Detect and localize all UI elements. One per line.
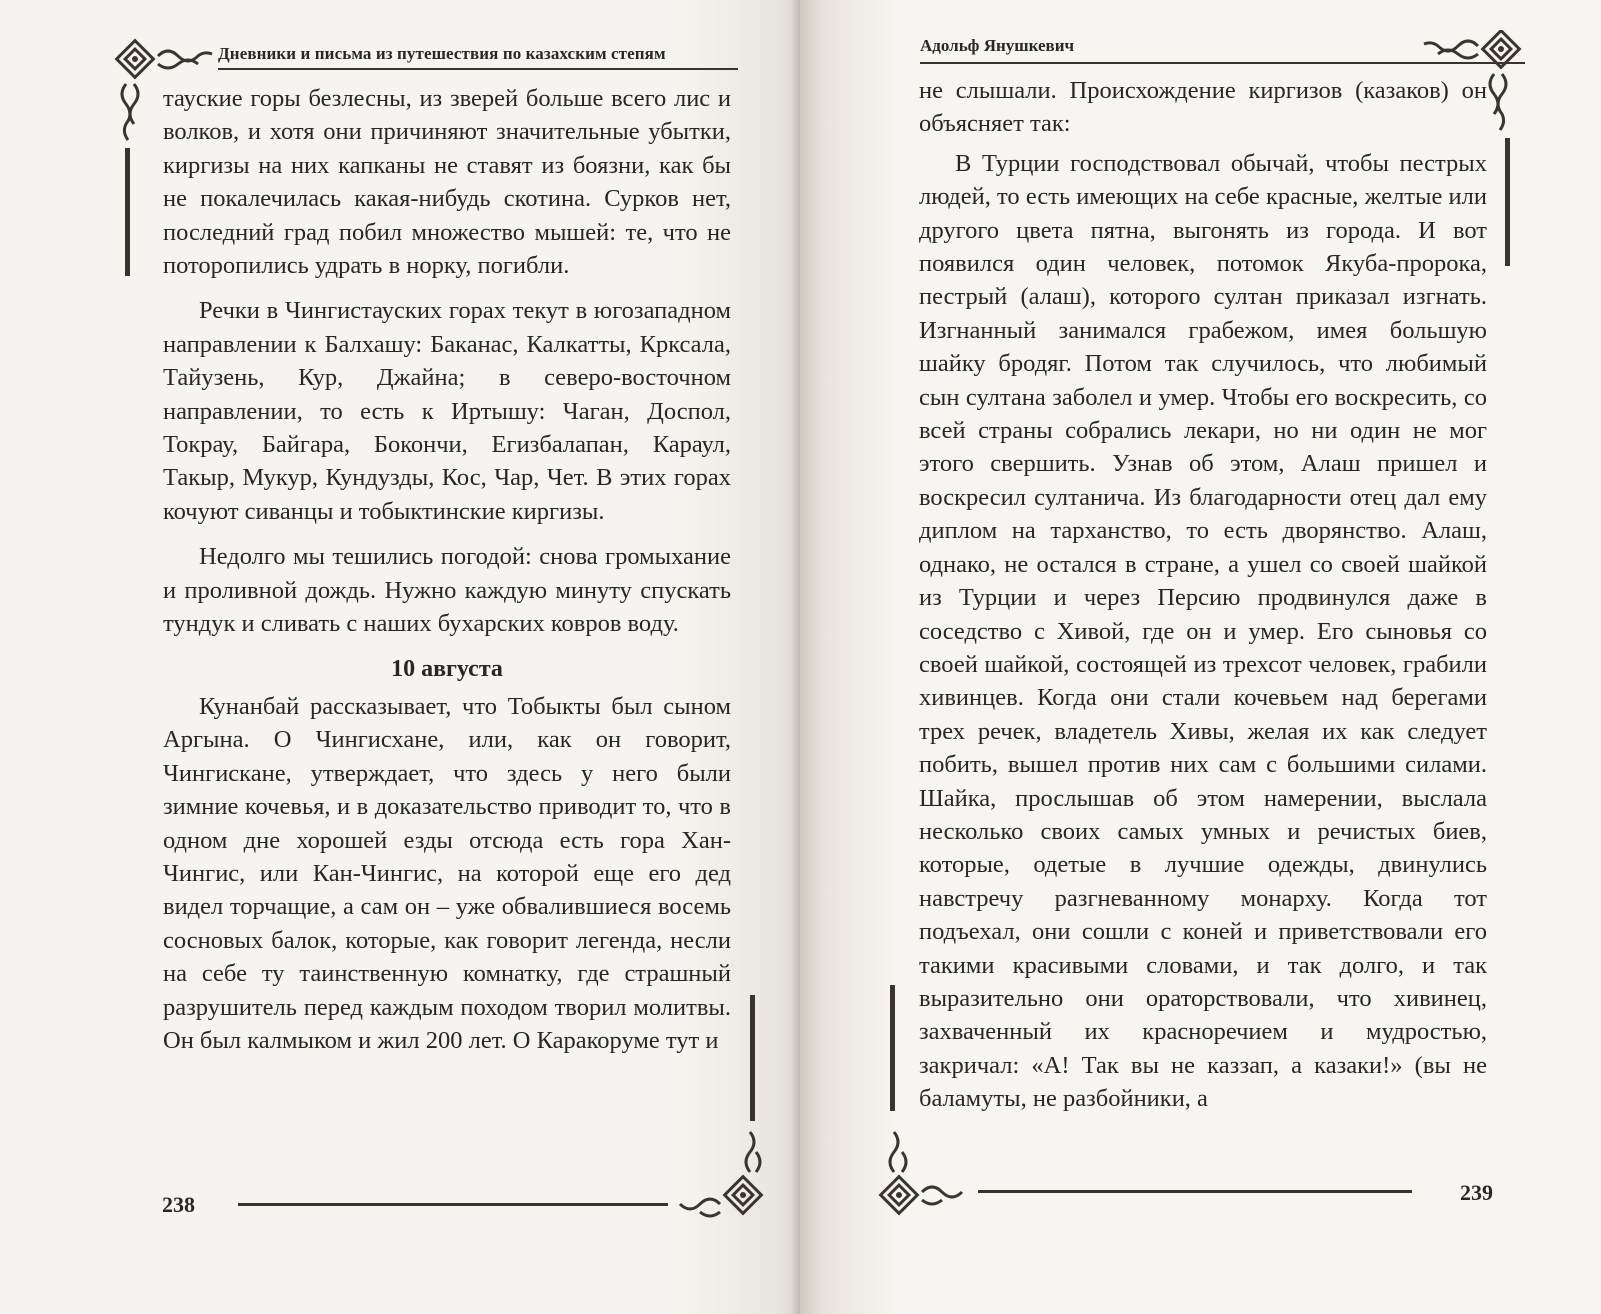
left-margin-bar <box>890 985 895 1111</box>
paragraph: Недолго мы тешились погодой: снова громыхание и проливной дождь. Нужно каждую минуту спускать тундук и сливать с наших бухарских ковров воду. <box>163 543 731 638</box>
right-margin-bar <box>750 995 755 1121</box>
corner-ornament-bottom-right-icon <box>668 1120 778 1230</box>
right-margin-bar <box>1505 138 1510 266</box>
paragraph: В Турции господствовал обычай, чтобы пестрых людей, то есть имеющих на себе красные, желтые или другого цвета пятна, выгонять из города. И вот появился один человек, потомок Якуба-пророка, пестрый (алаш), которого султан приказал изгнать. Изгнанный занимался грабежом, имея большую шайку бродяг. Потом так случилось, что любимый сын султана заболел и умер. Чтобы его воскресить, со всей страны собрались лекари, но ни один не мог этого свершить. Узнав об этом, Алаш пришел и воскресил султанича. Из благодарности отец дал ему диплом на тарханство, то есть дворянство. Алаш, однако, не остался в стране, а ушел со своей шайкой из Турции и через Персию продвинулся даже в соседство с Хивой, где он и умер. Его сыновья со своей шайкой, состоящей из трехсот человек, грабили хивинцев. Когда они стали кочевьем над берегами трех речек, владетель Хивы, желая их как следует побить, вышел против них сам с большими силами. Шайка, прослышав об этом намерении, выслала несколько своих самых умных и речистых биев, которые, одетые в лучшие одежды, двинулись навстречу разгневанному монарху. Когда тот подъехал, они сошли с коней и приветствовали его такими красивыми словами, и так долго, и так выразительно они ораторствовали, что хивинец, захваченный их красноречием и мудростью, закричал: «А! Так вы не каззап, а казаки!» (вы не баламуты, не разбойники, а <box>919 149 1487 1113</box>
body-text <box>163 82 731 1057</box>
paragraph: Речки в Чингистауских горах текут в югозападном направлении к Балхашу: Баканас, Калкатты, Крксала, Тайузень, Кур, Джайна; в северо-восточном направлении, то есть к Иртышу: Чаган, Доспол, Токрау, Байгара, Бокончи, Егизбалапан, Караул, Такыр, Мукур, Кундузды, Кос, Чар, Чет. В этих горах кочуют сиванцы и тобыктинские киргизы. <box>163 297 731 525</box>
header-rule <box>218 68 738 70</box>
paragraph: не слышали. Происхождение киргизов (казаков) он объясняет так: <box>919 77 1487 138</box>
right-page <box>800 0 1601 1314</box>
running-head: Адольф Янушкевич <box>920 36 1075 55</box>
paragraph: таускиe горы безлесны, из зверей больше всего лис и волков, и хотя они причиняют значительные убытки, киргизы на них капканы не ставят из боязни, как бы не покалечилась какая-нибудь скотина. Сурков нет, последний град побил множество мышей: те, что не поторопились удрать в норку, погибли. <box>163 85 731 280</box>
corner-ornament-bottom-left-icon <box>872 1112 982 1222</box>
page-number: 239 <box>1460 1180 1493 1205</box>
left-margin-bar <box>125 148 130 276</box>
body-text <box>919 74 1487 1116</box>
left-page <box>0 0 800 1314</box>
footer-rule <box>978 1190 1412 1193</box>
running-head: Дневники и письма из путешествия по казахским степям <box>218 44 666 63</box>
paragraph: Кунанбай рассказывает, что Тобыкты был сыном Аргына. О Чингисхане, или, как он говорит, Чингискане, утверждает, что здесь у него были зимние кочевья, и в доказательство приводит то, что в одном дне хорошей езды отсюда есть гора Хан-Чингис, или Кан-Чингис, на которой еще его дед видел торчащие, а сам он – уже обвалившиеся восемь сосновых балок, которые, как говорит легенда, несли на себе ту таинственную комнатку, где страшный разрушитель перед каждым походом творил молитвы. Он был калмыком и жил 200 лет. О Каракоруме тут и <box>163 692 731 1054</box>
footer-rule <box>238 1203 668 1206</box>
page-number: 238 <box>162 1192 195 1217</box>
section-heading: 10 августа <box>391 655 503 682</box>
